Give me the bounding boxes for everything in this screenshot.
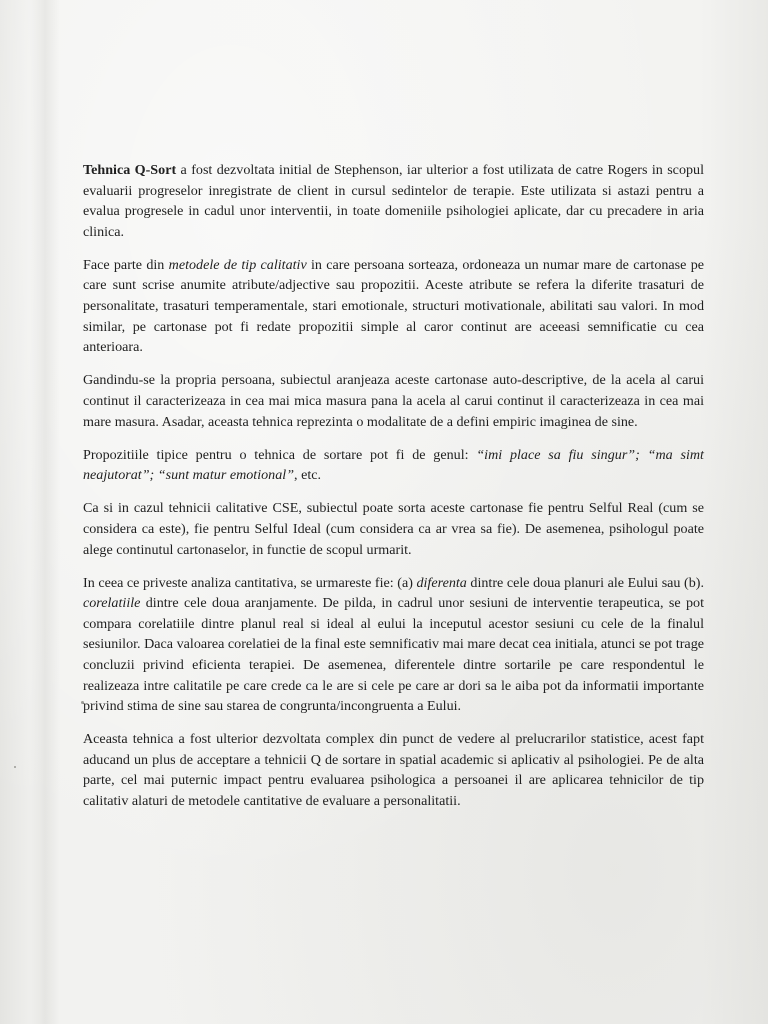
paragraph-example-propositions xyxy=(83,445,704,486)
paragraph-real-ideal-self xyxy=(83,498,704,560)
scan-edge-shadow xyxy=(30,0,60,1024)
paragraph-intro xyxy=(83,160,704,242)
emphasis-text: corelatiile xyxy=(83,595,141,612)
paragraph-text: In ceea ce priveste analiza cantitativa, se urmareste fie: (a) xyxy=(83,574,417,591)
document-body xyxy=(83,160,704,824)
paragraph-text: Aceasta tehnica a fost ulterior dezvoltata complex din punct de vedere al prelucrarilor statistice, acest fapt aducand un plus de acceptare a tehnicii Q de sortare in spatial academic si aplicativ al psihologiei. Pe de alta parte, cel mai puternic impact pentru evaluarea psihologica a persoanei il are aplicarea tehnicilor de tip calitativ alaturi de metodele cantitative de evaluare a personalitatii. xyxy=(83,731,704,810)
emphasis-text: diferenta xyxy=(416,574,467,591)
paragraph-text: Propozitiile tipice pentru o tehnica de sortare pot fi de genul: xyxy=(83,446,477,463)
paragraph-conclusion xyxy=(83,729,704,811)
paragraph-text: dintre cele doua aranjamente. De pilda, in cadrul unor sesiuni de interventie terapeutica, se pot compara corelatiile dintre planul real si ideal al eului la inceputul acestor sesiuni cu cele de la finalul sesiunilor. Daca valoarea corelatiei de la final este semnificativ mai mare decat cea initiala, atunci se pot trage concluzii privind eficienta terapiei. De asemenea, diferentele dintre sortarile pe care respondentul le realizeaza intre calitatile pe care crede ca le are si cele pe care ar dori sa le aiba pot da informatii importante privind stima de sine sau starea de congrunta/incongruenta a Eului. xyxy=(83,595,704,715)
paragraph-text: Face parte din xyxy=(83,256,169,273)
paragraph-text: in care persoana sorteaza, ordoneaza un numar mare de cartonase pe care sunt scrise anumite atribute/adjective sau propozitii. Aceste atribute se refera la diferite trasaturi de personalitate, trasaturi temperamentale, stari emotionale, structuri motivationale, abilitati sau valori. In mod similar, pe cartonase pot fi redate propozitii simple al caror continut are aceeasi semnificatie cu cea anterioara. xyxy=(83,256,705,356)
example-quotes: “imi place sa fiu singur”; “ma simt neajutorat”; “sunt matur emotional” xyxy=(83,446,704,484)
scan-speck xyxy=(14,766,16,768)
paragraph-self-description xyxy=(83,370,704,432)
paragraph-text: dintre cele doua planuri ale Eului sau (b). xyxy=(466,574,705,591)
paragraph-text: Ca si in cazul tehnicii calitative CSE, subiectul poate sorta aceste cartonase fie pentru Selful Real (cum se considera ca este), fie pentru Selful Ideal (cum considera ca ar vrea sa fie). De asemenea, psihologul poate alege continutul cartonaselor, in functie de scopul urmarit. xyxy=(83,500,704,558)
paragraph-qualitative-method xyxy=(83,255,704,358)
paragraph-text: a fost dezvoltata initial de Stephenson, iar ulterior a fost utilizata de catre Rogers in scopul evaluarii progreselor inregistrate de client in cursul sedintelor de terapie. Este utilizata si astazi pentru a evalua progresele in cadul unor interventii, in toate domeniile psihologiei aplicate, dar cu precadere in aria clinica. xyxy=(83,162,704,240)
paragraph-text: , etc. xyxy=(294,467,322,484)
term-tehnica-q-sort: Tehnica Q-Sort xyxy=(83,162,177,178)
emphasis-text: metodele de tip calitativ xyxy=(168,256,307,273)
paragraph-text: Gandindu-se la propria persoana, subiectul aranjeaza aceste cartonase auto-descriptive, de la acela al carui continut il caracterizeaza in cea mai mica masura pana la acela al carui continut il caracterizeaza in cea mai mare masura. Asadar, aceasta tehnica reprezinta o modalitate de a defini empiric imaginea de sine. xyxy=(83,372,704,430)
paragraph-quantitative-analysis xyxy=(83,573,704,717)
